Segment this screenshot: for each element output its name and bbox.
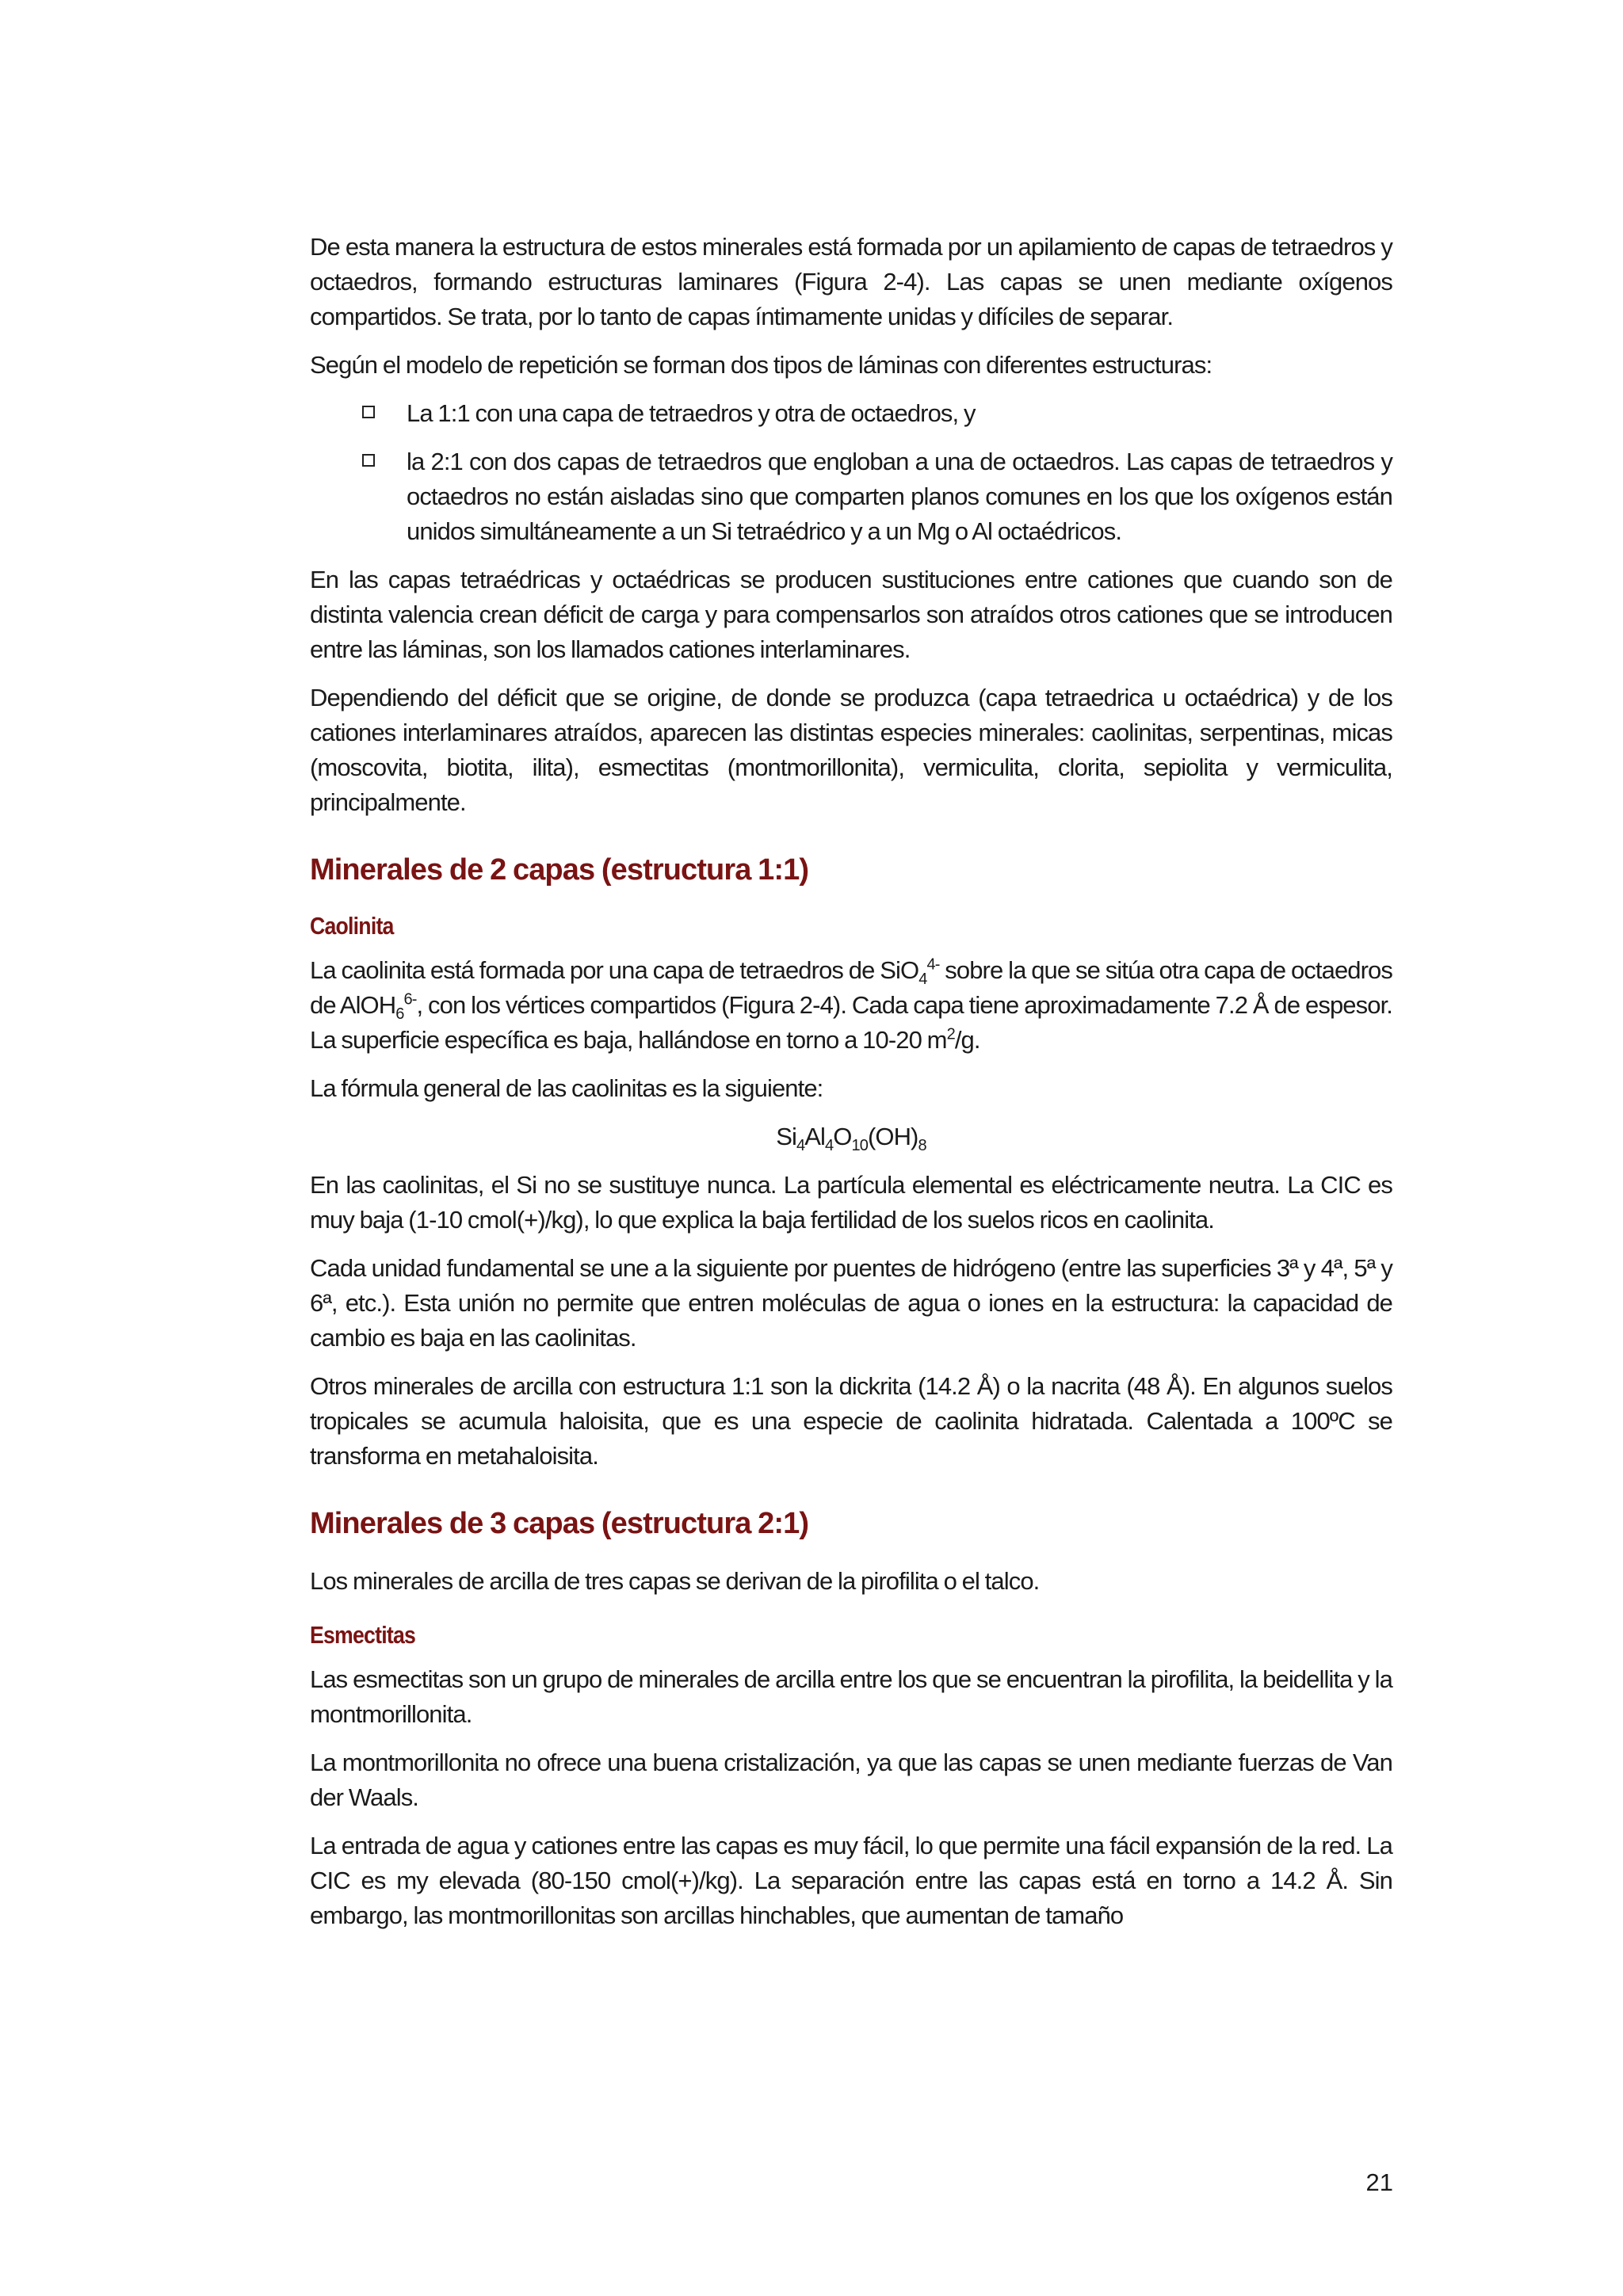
formula-part: Si — [776, 1123, 797, 1150]
formula-part: O — [833, 1123, 852, 1150]
chemical-formula — [310, 1119, 1392, 1154]
structure-types-list — [310, 396, 1392, 549]
subheading-caolinita: Caolinita — [310, 912, 394, 940]
paragraph-caolinita-1 — [310, 953, 1392, 1058]
paragraph-intro-4: Dependiendo del déficit que se origine, de donde se produzca (capa tetraedrica u octaédrica) y de los cationes interlaminares atraídos, aparecen las distintas especies minerales: caolinitas, serpentinas, micas (moscovita, biotita, ilita), esmectitas (montmorillonita), vermiculita, clorita, sepiolita y vermiculita, principalmente. — [310, 684, 1392, 816]
subscript: 4 — [918, 971, 927, 989]
list-item-text: La 1:1 con una capa de tetraedros y otra de octaedros, y — [407, 399, 976, 427]
paragraph-esmectitas-1: Las esmectitas son un grupo de minerales de arcilla entre los que se encuentran la pirofilita, la beidellita y la montmorillonita. — [310, 1665, 1392, 1728]
paragraph-esmectitas-2: La montmorillonita no ofrece una buena cristalización, ya que las capas se unen mediante fuerzas de Van der Waals. — [310, 1749, 1392, 1811]
list-item — [310, 444, 1392, 549]
paragraph-intro-3: En las capas tetraédricas y octaédricas se producen sustituciones entre cationes que cuando son de distinta valencia crean déficit de carga y para compensarlos son atraídos otros cationes que se introducen entre las láminas, son los llamados cationes interlaminares. — [310, 566, 1392, 663]
formula-part: (OH) — [867, 1123, 918, 1150]
paragraph-caolinita-3: En las caolinitas, el Si no se sustituye nunca. La partícula elemental es eléctricamente neutra. La CIC es muy baja (1-10 cmol(+)/kg), lo que explica la baja fertilidad de los suelos ricos en caolinita. — [310, 1171, 1392, 1234]
superscript: 6- — [403, 990, 417, 1009]
checkbox-bullet-icon — [362, 454, 375, 467]
section-heading-2-layers: Minerales de 2 capas (estructura 1:1) — [310, 853, 809, 887]
list-item-text: la 2:1 con dos capas de tetraedros que engloban a una de octaedros. Las capas de tetraedros y octaedros no están aisladas sino que comparten planos comunes en los que los oxígenos están unidos simultáneamente a un Si tetraédrico y a un Mg o Al octaédricos. — [407, 448, 1392, 545]
text-run: La caolinita está formada por una capa de tetraedros de SiO — [310, 956, 919, 984]
subscript: 4 — [796, 1137, 805, 1155]
text-run: sobre la que se sitúa otra capa de octaedros de AlOH — [310, 956, 1392, 1019]
subscript: 4 — [825, 1137, 834, 1155]
paragraph-caolinita-5: Otros minerales de arcilla con estructura 1:1 son la dickrita (14.2 Å) o la nacrita (48 Å). En algunos suelos tropicales se acumula haloisita, que es una especie de caolinita hidratada. Calentada a 100ºC se transforma en metahaloisita. — [310, 1372, 1392, 1470]
subheading-esmectitas: Esmectitas — [310, 1621, 416, 1649]
superscript: 4- — [926, 955, 940, 974]
subscript: 6 — [395, 1005, 404, 1024]
paragraph-caolinita-2: La fórmula general de las caolinitas es la siguiente: — [310, 1074, 823, 1102]
page-number: 21 — [1365, 2168, 1393, 2196]
formula-part: Al — [804, 1123, 826, 1150]
section-heading-3-layers: Minerales de 3 capas (estructura 2:1) — [310, 1507, 809, 1540]
paragraph-intro-2: Según el modelo de repetición se forman dos tipos de láminas con diferentes estructuras: — [310, 351, 1212, 379]
paragraph-3-layers-1: Los minerales de arcilla de tres capas se derivan de la pirofilita o el talco. — [310, 1567, 1040, 1595]
list-item — [310, 396, 1392, 431]
paragraph-caolinita-4: Cada unidad fundamental se une a la siguiente por puentes de hidrógeno (entre las superficies 3ª y 4ª, 5ª y 6ª, etc.). Esta unión no permite que entren moléculas de agua o iones en la estructura: la capacidad de cambio es baja en las caolinitas. — [310, 1254, 1392, 1352]
document-body — [310, 230, 1392, 1947]
paragraph-intro-1: De esta manera la estructura de estos minerales está formada por un apilamiento de capas de tetraedros y octaedros, formando estructuras laminares (Figura 2-4). Las capas se unen mediante oxígenos compartidos. Se trata, por lo tanto de capas íntimamente unidas y difíciles de separar. — [310, 233, 1392, 330]
checkbox-bullet-icon — [362, 406, 375, 418]
superscript: 2 — [946, 1025, 955, 1043]
text-run: , con los vértices compartidos (Figura 2-4). Cada capa tiene aproximadamente 7.2 Å de espesor. La superficie específica es baja, hallándose en torno a 10-20 m — [310, 991, 1392, 1054]
paragraph-esmectitas-3: La entrada de agua y cationes entre las capas es muy fácil, lo que permite una fácil expansión de la red. La CIC es my elevada (80-150 cmol(+)/kg). La separación entre las capas está en torno a 14.2 Å. Sin embargo, las montmorillonitas son arcillas hinchables, que aumentan de tamaño — [310, 1832, 1392, 1929]
text-run: /g. — [954, 1026, 980, 1054]
subscript: 8 — [918, 1137, 926, 1155]
subscript: 10 — [851, 1137, 868, 1155]
